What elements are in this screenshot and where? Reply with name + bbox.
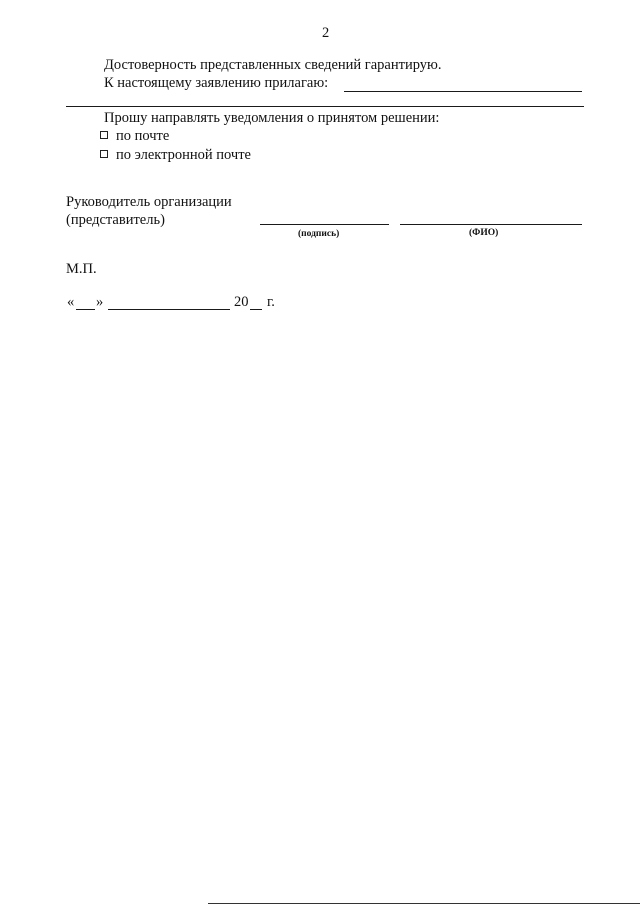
checkbox-email[interactable]: [100, 150, 108, 158]
notification-request-label: Прошу направлять уведомления о принятом решении:: [104, 110, 440, 126]
date-year-prefix: 20: [234, 294, 249, 310]
name-caption: (ФИО): [469, 228, 499, 238]
bottom-rule: [208, 903, 640, 904]
date-quote-close: »: [96, 294, 104, 310]
signatory-title: Руководитель организации: [66, 194, 232, 210]
option-post-label: по почте: [116, 128, 170, 144]
name-line[interactable]: [400, 224, 582, 225]
option-post[interactable]: [100, 128, 169, 145]
attachments-label: К настоящему заявлению прилагаю:: [104, 75, 329, 91]
signature-line[interactable]: [260, 224, 389, 225]
date-day-line[interactable]: [76, 309, 95, 310]
signatory-representative: (представитель): [66, 212, 165, 228]
guarantee-statement: Достоверность представленных сведений гарантирую.: [104, 57, 442, 73]
option-email-label: по электронной почте: [116, 147, 251, 163]
date-year-suffix: г.: [267, 294, 275, 310]
attachments-field-line-2[interactable]: [66, 106, 584, 107]
date-quote-open: «: [67, 294, 75, 310]
checkbox-post[interactable]: [100, 131, 108, 139]
date-year-line[interactable]: [250, 309, 262, 310]
signature-caption: (подпись): [298, 229, 340, 239]
option-email[interactable]: [100, 147, 251, 164]
attachments-field-line[interactable]: [344, 91, 582, 92]
date-month-line[interactable]: [108, 309, 230, 310]
stamp-label: М.П.: [66, 261, 97, 277]
page-number: 2: [322, 25, 330, 41]
